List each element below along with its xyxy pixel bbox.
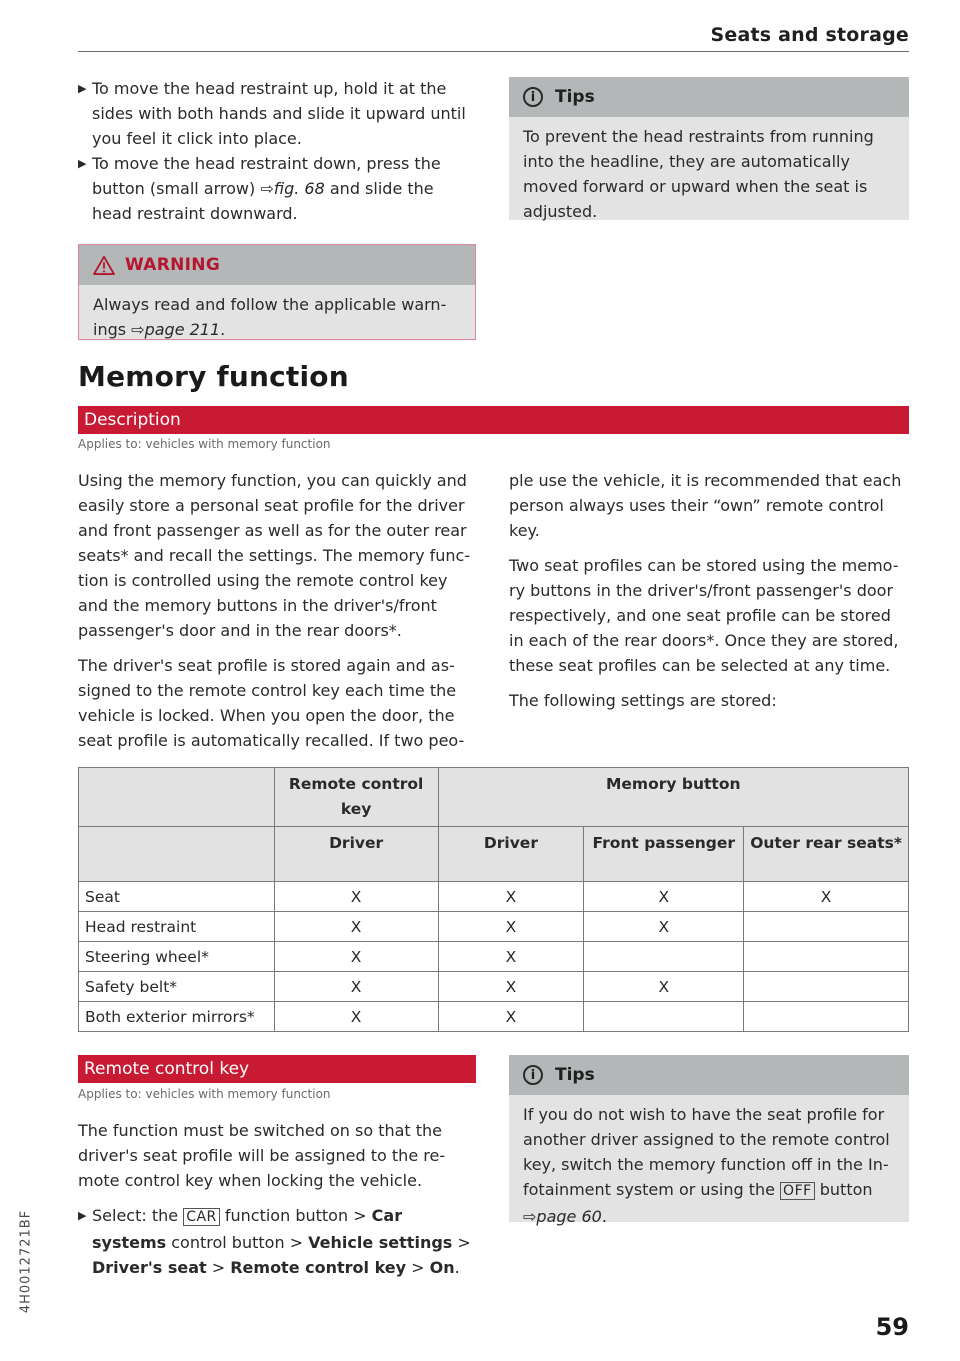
paragraph: The function must be switched on so that the driver's seat profile will be assigned to the re-mote control key when locking the vehicle.: [78, 1121, 446, 1190]
intro-bullets: [78, 76, 476, 226]
ref-arrow-icon: ⇨: [260, 179, 274, 198]
paragraph: The driver's seat profile is stored again and as-signed to the remote control key each time the vehicle is locked. When you open the door, the seat profile is automatically recalled. If two peo-: [78, 656, 465, 750]
ref-arrow-icon: ⇨: [131, 320, 145, 339]
table-cell: X: [274, 882, 438, 912]
off-button-label: OFF: [780, 1182, 815, 1200]
menu-remote-control-key: Remote control key: [230, 1258, 407, 1277]
tips-text-end: .: [601, 1207, 607, 1226]
table-header-front-passenger: Front passenger: [584, 827, 744, 882]
memory-settings-table: [78, 767, 909, 1032]
table-header-outer-rear: Outer rear seats*: [744, 827, 909, 882]
step-text: Select: the: [92, 1206, 184, 1225]
table-header-memory-button: Memory button: [438, 768, 908, 827]
bullet-text: To move the head restraint up, hold it at the sides with both hands and slide it upward until you feel it click into place.: [92, 79, 466, 148]
row-label: Both exterior mirrors*: [79, 1002, 275, 1032]
info-icon: i: [523, 87, 543, 107]
warning-title: WARNING: [125, 255, 221, 275]
document-code: [14, 1190, 34, 1340]
tips-box: [509, 77, 909, 220]
remote-key-heading: Remote control key: [78, 1055, 476, 1083]
remote-key-body: [78, 1118, 478, 1280]
header-rule: [78, 51, 909, 52]
table-cell: X: [438, 882, 584, 912]
paragraph: Using the memory function, you can quickly and easily store a personal seat profile for the driver and front passenger as well as for the outer rear seats* and recall the settings. The memory func-tion is controlled using the remote control key and the memory buttons in the driver's/front passenger's door and in the rear doors*.: [78, 471, 471, 640]
tips-box: [509, 1055, 909, 1226]
table-row: [79, 882, 909, 912]
section-title: Memory function: [78, 360, 349, 393]
table-header-empty: [79, 768, 275, 827]
tips-header: [509, 1055, 909, 1095]
table-header-row: [79, 768, 909, 827]
warning-text-end: .: [220, 320, 226, 339]
paragraph: ple use the vehicle, it is recommended that each person always uses their “own” remote control key.: [509, 471, 902, 540]
tips-title: Tips: [555, 1065, 595, 1085]
bullet-item: [78, 76, 476, 151]
table-header-row: [79, 827, 909, 882]
step-text: control button >: [166, 1233, 309, 1252]
bullet-item: [78, 151, 476, 226]
bullet-text: To move the head restraint down, press the button (small arrow): [92, 154, 441, 198]
table-cell: [744, 972, 909, 1002]
table-header-driver: Driver: [274, 827, 438, 882]
table-cell: [584, 1002, 744, 1032]
warning-box: [78, 244, 476, 340]
bullet-item: [78, 1203, 478, 1280]
table-row: [79, 942, 909, 972]
table-row: [79, 1002, 909, 1032]
table-cell: [744, 942, 909, 972]
table-cell: X: [744, 882, 909, 912]
tips-header: [509, 77, 909, 117]
row-label: Head restraint: [79, 912, 275, 942]
table-cell: X: [274, 972, 438, 1002]
applies-note: Applies to: vehicles with memory function: [78, 437, 331, 451]
step-end: .: [454, 1258, 460, 1277]
paragraph: The following settings are stored:: [509, 691, 777, 710]
tips-text: If you do not wish to have the seat profile for another driver assigned to the remote control key, switch the memory function off in the In-fotainment system or using the: [523, 1105, 890, 1199]
car-button-label: CAR: [183, 1208, 220, 1226]
description-right-column: [509, 468, 909, 723]
warning-body: [79, 285, 475, 350]
row-label: Steering wheel*: [79, 942, 275, 972]
page-reference[interactable]: page 211: [144, 320, 221, 339]
document-code-text: 4H0012721BF: [18, 1209, 34, 1314]
table-header-empty: [79, 827, 275, 882]
paragraph: Two seat profiles can be stored using the memo-ry buttons in the driver's/front passenger's door respectively, and one seat profile can be stored in each of the rear doors*. Once they are stored, these seat profiles can be selected at any time.: [509, 556, 899, 675]
arrow-right-icon: ▶: [78, 82, 87, 95]
table-cell: X: [274, 1002, 438, 1032]
table-cell: X: [438, 1002, 584, 1032]
table-cell: X: [438, 972, 584, 1002]
table-cell: [744, 1002, 909, 1032]
applies-note: Applies to: vehicles with memory function: [78, 1087, 331, 1101]
table-cell: X: [584, 912, 744, 942]
menu-car-systems: Car systems: [92, 1206, 403, 1252]
table-header-remote-key: Remote control key: [274, 768, 438, 827]
table-header-driver: Driver: [438, 827, 584, 882]
warning-header: [79, 245, 475, 285]
menu-vehicle-settings: Vehicle settings: [308, 1233, 453, 1252]
page-reference[interactable]: page 60: [536, 1207, 602, 1226]
table-cell: X: [438, 912, 584, 942]
info-icon: i: [523, 1065, 543, 1085]
ref-arrow-icon: ⇨: [523, 1207, 537, 1226]
tips-title: Tips: [555, 87, 595, 107]
table-cell: X: [584, 972, 744, 1002]
step-separator: >: [452, 1233, 471, 1252]
figure-reference[interactable]: fig. 68: [273, 179, 325, 198]
arrow-right-icon: ▶: [78, 157, 87, 170]
table-row: [79, 972, 909, 1002]
tips-text: button: [814, 1180, 873, 1199]
table-cell: [744, 912, 909, 942]
tips-text: To prevent the head restraints from running into the headline, they are automatically moved forward or upward when the seat is adjusted.: [523, 127, 874, 221]
step-separator: >: [206, 1258, 231, 1277]
warning-text: Always read and follow the applicable warn-ings: [93, 295, 447, 339]
warning-triangle-icon: [93, 255, 115, 275]
step-separator: >: [406, 1258, 430, 1277]
row-label: Seat: [79, 882, 275, 912]
table-cell: X: [274, 942, 438, 972]
menu-drivers-seat: Driver's seat: [92, 1258, 207, 1277]
page-number: 59: [875, 1313, 909, 1341]
tips-body: [509, 1095, 909, 1237]
row-label: Safety belt*: [79, 972, 275, 1002]
arrow-right-icon: ▶: [78, 1209, 87, 1222]
running-header: Seats and storage: [710, 24, 909, 46]
description-left-column: [78, 468, 480, 763]
table-cell: X: [584, 882, 744, 912]
table-cell: [584, 942, 744, 972]
table-cell: X: [438, 942, 584, 972]
table-cell: X: [274, 912, 438, 942]
step-text: function button >: [219, 1206, 372, 1225]
table-row: [79, 912, 909, 942]
menu-on: On: [429, 1258, 455, 1277]
description-heading: Description: [78, 406, 909, 434]
bullet-text: and slide the head restraint downward.: [92, 179, 434, 223]
